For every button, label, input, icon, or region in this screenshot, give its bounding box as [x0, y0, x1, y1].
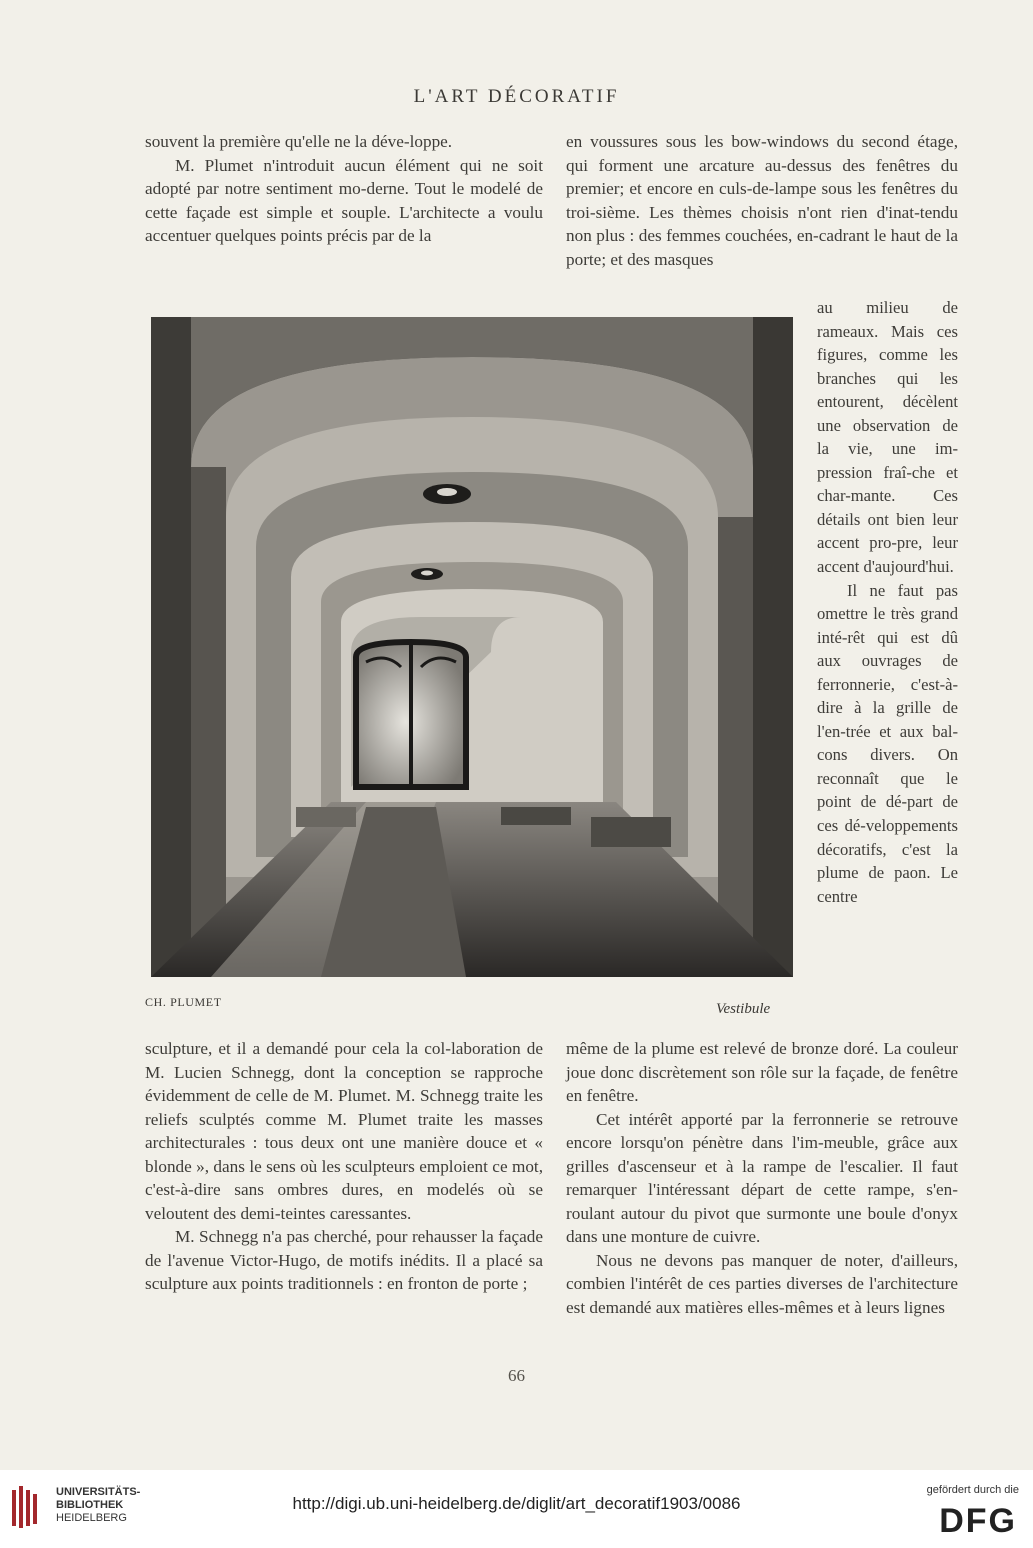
permalink-url[interactable]: http://digi.ub.uni-heidelberg.de/diglit/art_decoratif1903/0086: [292, 1494, 741, 1513]
library-name: UNIVERSITÄTS- BIBLIOTHEK HEIDELBERG: [56, 1486, 141, 1524]
paragraph: Nous ne devons pas manquer de noter, d'ailleurs, combien l'intérêt de ces parties diverses de l'architecture est demandé aux matières elles-mêmes et à leurs lignes: [566, 1250, 958, 1318]
paragraph: Cet intérêt apporté par la ferronnerie se retrouve encore lorsqu'on pénètre dans l'im-meuble, grâce aux grilles d'ascenseur et à la rampe de l'escalier. Il faut remarquer l'intéressant départ de cette rampe, s'en-roulant autour du pivot que surmonte une boule d'onyx dans une monture de cuivre.: [566, 1109, 958, 1247]
vestibule-photograph: [151, 317, 793, 977]
running-title: L'ART DÉCORATIF: [413, 86, 620, 107]
digitization-footer: [0, 1470, 1033, 1548]
paragraph: sculpture, et il a demandé pour cela la col-laboration de M. Lucien Schnegg, dont la conception se rapproche évidemment de celle de M. Plumet. M. Schnegg traite les reliefs sculptés comme M. Plumet traite les masses architecturales : tous deux ont une manière douce et « blonde », dans le sens où les sculpteurs emploient ce mot, c'est-à-dire sans ombres dures, en modelés où se veloutent des demi-teintes caressantes.: [145, 1039, 543, 1223]
paragraph: en voussures sous les bow-windows du second étage, qui forment une arcature au-dessus des fenêtres du premier; et encore en culs-de-lampe sous les fenêtres du troi-sième. Les thèmes choisis n'ont rien d'inat-tendu non plus : des femmes couchées, en-cadrant le haut de la porte; et des masques: [566, 132, 958, 269]
paragraph: Il ne faut pas omettre le très grand inté-rêt qui est dû aux ouvrages de ferronnerie, c'est-à-dire à la grille de l'en-trée et aux bal-cons divers. On reconnaît que le point de dé-part de ces dé-veloppements décoratifs, c'est la plume de paon. Le centre: [817, 580, 958, 906]
narrow-column: [817, 296, 958, 908]
left-column-top: [145, 130, 543, 248]
photo-caption: Vestibule: [716, 1001, 771, 1017]
dfg-logo: DFG: [939, 1502, 1017, 1540]
right-column-bottom: [566, 1037, 958, 1320]
left-column-bottom: [145, 1037, 543, 1296]
right-column-top: [566, 130, 958, 271]
page-number: 66: [508, 1366, 525, 1385]
paragraph: M. Schnegg n'a pas cherché, pour rehausser la façade de l'avenue Victor-Hugo, de motifs inédits. Il a placé sa sculpture aux points traditionnels : en fronton de porte ;: [145, 1227, 543, 1294]
funding-note: gefördert durch die: [926, 1484, 1019, 1496]
paragraph: M. Plumet n'introduit aucun élément qui ne soit adopté par notre sentiment mo-derne. Tout le modelé de cette façade est simple et souple. L'architecte a voulu accentuer quelques points précis par de la: [145, 155, 543, 246]
paragraph: souvent la première qu'elle ne la déve-loppe.: [145, 132, 453, 151]
photo-credit: CH. PLUMET: [145, 995, 222, 1009]
paragraph: même de la plume est relevé de bronze doré. La couleur joue donc discrètement son rôle sur la façade, de fenêtre en fenêtre.: [566, 1039, 958, 1106]
paragraph: au milieu de rameaux. Mais ces figures, comme les branches qui les entourent, décèlent une observation de la vie, une im-pression fraî-che et char-mante. Ces détails ont bien leur accent pro-pre, leur accent d'aujourd'hui.: [817, 298, 958, 577]
